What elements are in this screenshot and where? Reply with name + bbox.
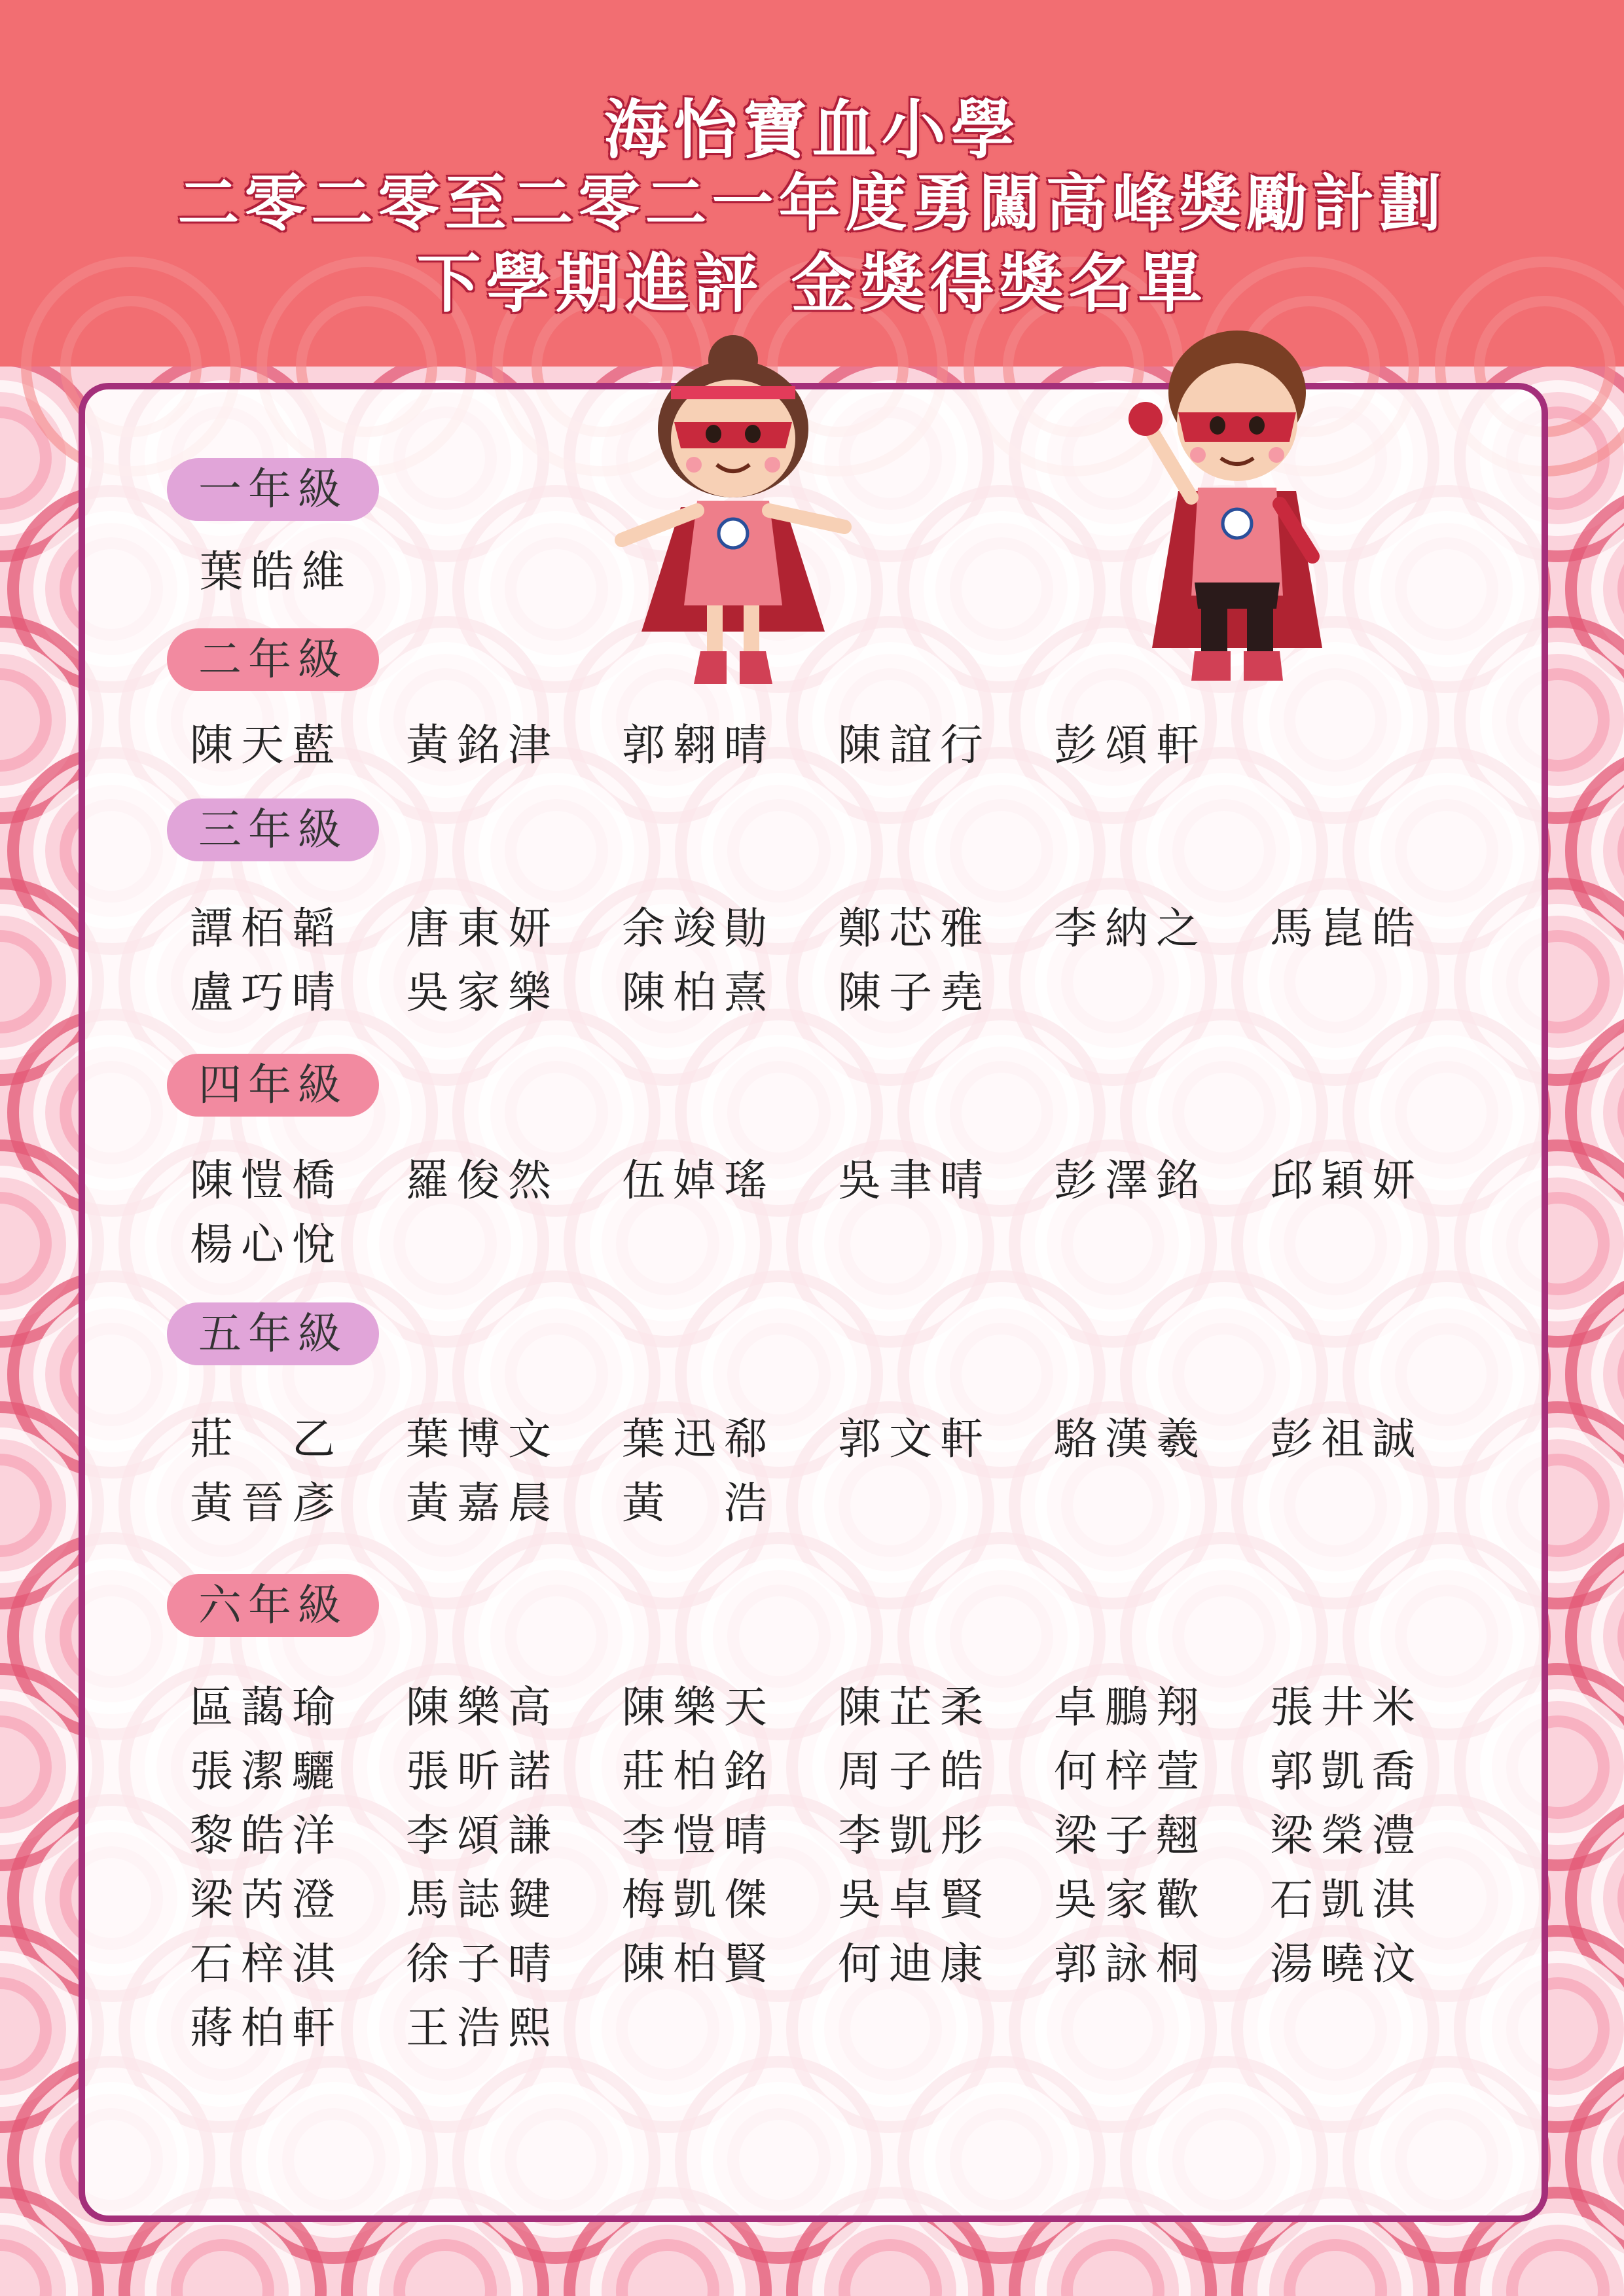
- student-name: 馬誌鍵: [406, 1874, 559, 1925]
- student-name: 吳家歡: [1054, 1874, 1207, 1925]
- student-name: 陳芷柔: [838, 1682, 991, 1732]
- student-name: 李納之: [1054, 903, 1207, 954]
- student-name: 陳子堯: [838, 967, 991, 1018]
- student-name: 吳聿晴: [838, 1155, 991, 1206]
- student-name: 黃銘津: [406, 720, 559, 770]
- student-name: 區藹瑜: [190, 1682, 343, 1732]
- student-name: 郭文軒: [838, 1414, 991, 1464]
- student-name: 石梓淇: [190, 1939, 343, 1989]
- student-name: 駱漢羲: [1054, 1414, 1207, 1464]
- student-name: 張井米: [1270, 1682, 1423, 1732]
- student-name: 吳家樂: [406, 967, 559, 1018]
- student-name: 譚栢韜: [190, 903, 343, 954]
- student-name: 黎皓洋: [190, 1810, 343, 1861]
- student-name: 何梓萱: [1054, 1746, 1207, 1797]
- student-name: 陳天藍: [190, 720, 343, 770]
- student-name: 彭祖誠: [1270, 1414, 1423, 1464]
- student-name: 陳柏熹: [622, 967, 775, 1018]
- student-name: 唐東妍: [406, 903, 559, 954]
- student-name: 郭翱晴: [622, 720, 775, 770]
- grade-badge-1: 一年級: [167, 458, 379, 521]
- student-name: 梁子翹: [1054, 1810, 1207, 1861]
- student-name: 葉迅郗: [622, 1414, 775, 1464]
- boy-hero-mascot: [1126, 321, 1335, 694]
- student-name: 張昕諾: [406, 1746, 559, 1797]
- student-name: 莊 乙: [190, 1414, 343, 1464]
- grade-badge-4: 四年級: [167, 1054, 379, 1117]
- student-name: 李頌謙: [406, 1810, 559, 1861]
- student-name: 吳卓賢: [838, 1874, 991, 1925]
- student-name: 陳樂高: [406, 1682, 559, 1732]
- student-name: 蔣柏軒: [190, 2003, 343, 2053]
- student-name: 陳誼行: [838, 720, 991, 770]
- student-name: 邱穎妍: [1270, 1155, 1423, 1206]
- student-name: 余竣勛: [622, 903, 775, 954]
- student-name: 梁芮澄: [190, 1874, 343, 1925]
- header: [0, 0, 1624, 367]
- student-name: 湯曉汶: [1270, 1939, 1423, 1989]
- student-name: 張潔驪: [190, 1746, 343, 1797]
- student-name: 郭詠桐: [1054, 1939, 1207, 1989]
- student-name: 葉博文: [406, 1414, 559, 1464]
- program-title: 二零二零至二零二一年度勇闖高峰獎勵計劃: [177, 168, 1447, 240]
- grade-badge-2: 二年級: [167, 628, 379, 691]
- student-name: 彭澤銘: [1054, 1155, 1207, 1206]
- student-name: 何迪康: [838, 1939, 991, 1989]
- student-name: 羅俊然: [406, 1155, 559, 1206]
- student-name: 黃晉彥: [190, 1478, 343, 1528]
- student-name: 徐子晴: [406, 1939, 559, 1989]
- girl-hero-mascot: [609, 331, 857, 697]
- student-name: 卓鵬翔: [1054, 1682, 1207, 1732]
- grade-badge-3: 三年級: [167, 798, 379, 861]
- student-name: 陳愷橋: [190, 1155, 343, 1206]
- student-name: 黃嘉晨: [406, 1478, 559, 1528]
- student-name: 郭凱喬: [1270, 1746, 1423, 1797]
- student-name: 伍婥瑤: [622, 1155, 775, 1206]
- student-name: 葉皓維: [200, 547, 353, 597]
- grade-badge-6: 六年級: [167, 1574, 379, 1637]
- student-name: 陳柏賢: [622, 1939, 775, 1989]
- student-name: 梁榮澧: [1270, 1810, 1423, 1861]
- student-name: 陳樂天: [622, 1682, 775, 1732]
- student-name: 盧巧晴: [190, 967, 343, 1018]
- student-name: 王浩熙: [406, 2003, 559, 2053]
- student-name: 李凱彤: [838, 1810, 991, 1861]
- student-name: 彭頌軒: [1054, 720, 1207, 770]
- student-name: 梅凱傑: [622, 1874, 775, 1925]
- student-name: 馬崑皓: [1270, 903, 1423, 954]
- school-name: 海怡寶血小學: [604, 93, 1020, 168]
- student-name: 鄭芯雅: [838, 903, 991, 954]
- student-name: 李愷晴: [622, 1810, 775, 1861]
- student-name: 黃 浩: [622, 1478, 775, 1528]
- student-name: 石凱淇: [1270, 1874, 1423, 1925]
- student-name: 楊心悅: [190, 1219, 343, 1270]
- list-subtitle: 下學期進評 金獎得獎名單: [416, 247, 1208, 321]
- student-name: 莊柏銘: [622, 1746, 775, 1797]
- grade-badge-5: 五年級: [167, 1302, 379, 1365]
- student-name: 周子皓: [838, 1746, 991, 1797]
